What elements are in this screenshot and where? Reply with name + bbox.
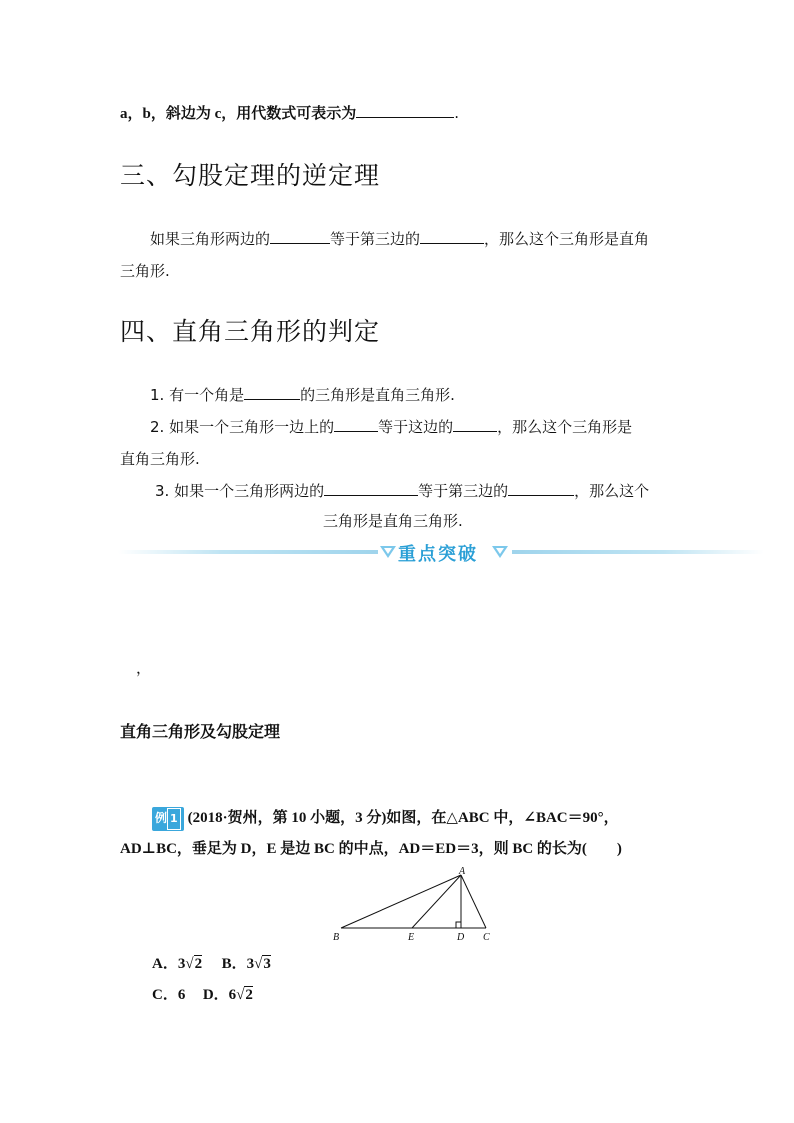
- section4-item3-line1: [155, 481, 649, 501]
- answer-blank[interactable]: [324, 481, 418, 496]
- right-angle-mark: [456, 922, 461, 928]
- intro-text: a，b，斜边为 c，用代数式可表示为: [120, 106, 357, 122]
- section3-text-b: 等于第三边的: [330, 230, 421, 248]
- item1-text-b: 的三角形是直角三角形.: [300, 386, 455, 404]
- banner-right-stripe: [512, 550, 764, 554]
- item3-text-c: ，那么这个: [574, 482, 650, 500]
- banner-left-arrow-icon: [378, 542, 398, 560]
- banner-right-arrow-icon: [490, 542, 510, 560]
- option-a-radicand: 2: [194, 956, 203, 972]
- option-a[interactable]: [152, 956, 202, 972]
- item1-text-a: 1. 有一个角是: [150, 386, 245, 404]
- section3-text-a: 如果三角形两边的: [150, 230, 271, 248]
- options-row1: [152, 954, 271, 974]
- segment-ab: [341, 875, 461, 928]
- label-b: B: [333, 932, 340, 943]
- option-b-label: B．3: [221, 956, 255, 972]
- options-row2: [152, 985, 253, 1005]
- section3-text-c: ，那么这个三角形是直角: [484, 230, 650, 248]
- option-d-radicand: 2: [245, 987, 253, 1003]
- example-line1: [152, 807, 619, 831]
- intro-line: [120, 103, 459, 124]
- intro-end: .: [454, 104, 460, 122]
- option-d-label: D．6: [202, 987, 237, 1003]
- answer-blank[interactable]: [453, 417, 497, 432]
- item3-text-a: 3. 如果一个三角形两边的: [155, 482, 325, 500]
- section4-item2-line2: 直角三角形.: [120, 450, 200, 468]
- answer-blank[interactable]: [270, 229, 330, 244]
- triangle-figure: [325, 865, 505, 945]
- example-line2: AD⊥BC，垂足为 D，E 是边 BC 的中点，AD＝ED＝3，则 BC 的长为( ): [120, 841, 622, 857]
- label-d: D: [457, 932, 465, 943]
- answer-blank[interactable]: [244, 385, 300, 400]
- sqrt-symbol: √3: [254, 956, 271, 972]
- label-c: C: [483, 932, 490, 943]
- example-text-1: (2018·贺州，第 10 小题，3 分)如图，在△ABC 中，∠BAC＝90°，: [187, 810, 619, 826]
- sqrt-symbol: √2: [185, 956, 203, 972]
- section3-title: 三、勾股定理的逆定理: [120, 161, 381, 190]
- answer-blank[interactable]: [508, 481, 574, 496]
- sqrt-symbol: √2: [236, 987, 253, 1003]
- answer-blank[interactable]: [356, 103, 454, 118]
- stray-mark: ，: [136, 659, 152, 677]
- section4-title: 四、直角三角形的判定: [120, 317, 381, 346]
- option-b-radicand: 3: [263, 956, 271, 972]
- section4-item3-line2: 三角形是直角三角形.: [323, 512, 463, 530]
- option-c[interactable]: [152, 987, 185, 1003]
- answer-blank[interactable]: [334, 417, 378, 432]
- item3-text-b: 等于第三边的: [418, 482, 509, 500]
- item2-text-a: 2. 如果一个三角形一边上的: [150, 418, 335, 436]
- example-badge-label: 例: [155, 811, 168, 825]
- item2-text-b: 等于这边的: [378, 418, 454, 436]
- answer-blank[interactable]: [420, 229, 484, 244]
- item2-text-c: ，那么这个三角形是: [497, 418, 633, 436]
- option-c-label: C．6: [152, 987, 186, 1003]
- example-badge-number: 1: [167, 808, 181, 830]
- section3-paragraph-line1: [150, 229, 649, 249]
- topic-title: 直角三角形及勾股定理: [120, 722, 281, 741]
- option-d[interactable]: [203, 987, 253, 1003]
- label-a: A: [459, 866, 466, 877]
- example-badge: [152, 807, 184, 831]
- option-b[interactable]: [222, 956, 271, 972]
- label-e: E: [408, 932, 415, 943]
- segment-ae: [412, 875, 461, 928]
- section4-item1: [150, 385, 455, 405]
- segment-ac: [461, 875, 486, 928]
- banner-left-stripe: [118, 550, 378, 554]
- section3-paragraph-line2: 三角形.: [120, 262, 170, 280]
- banner-title: 重点突破: [398, 544, 478, 565]
- section4-item2-line1: [150, 417, 632, 437]
- option-a-label: A．3: [152, 956, 186, 972]
